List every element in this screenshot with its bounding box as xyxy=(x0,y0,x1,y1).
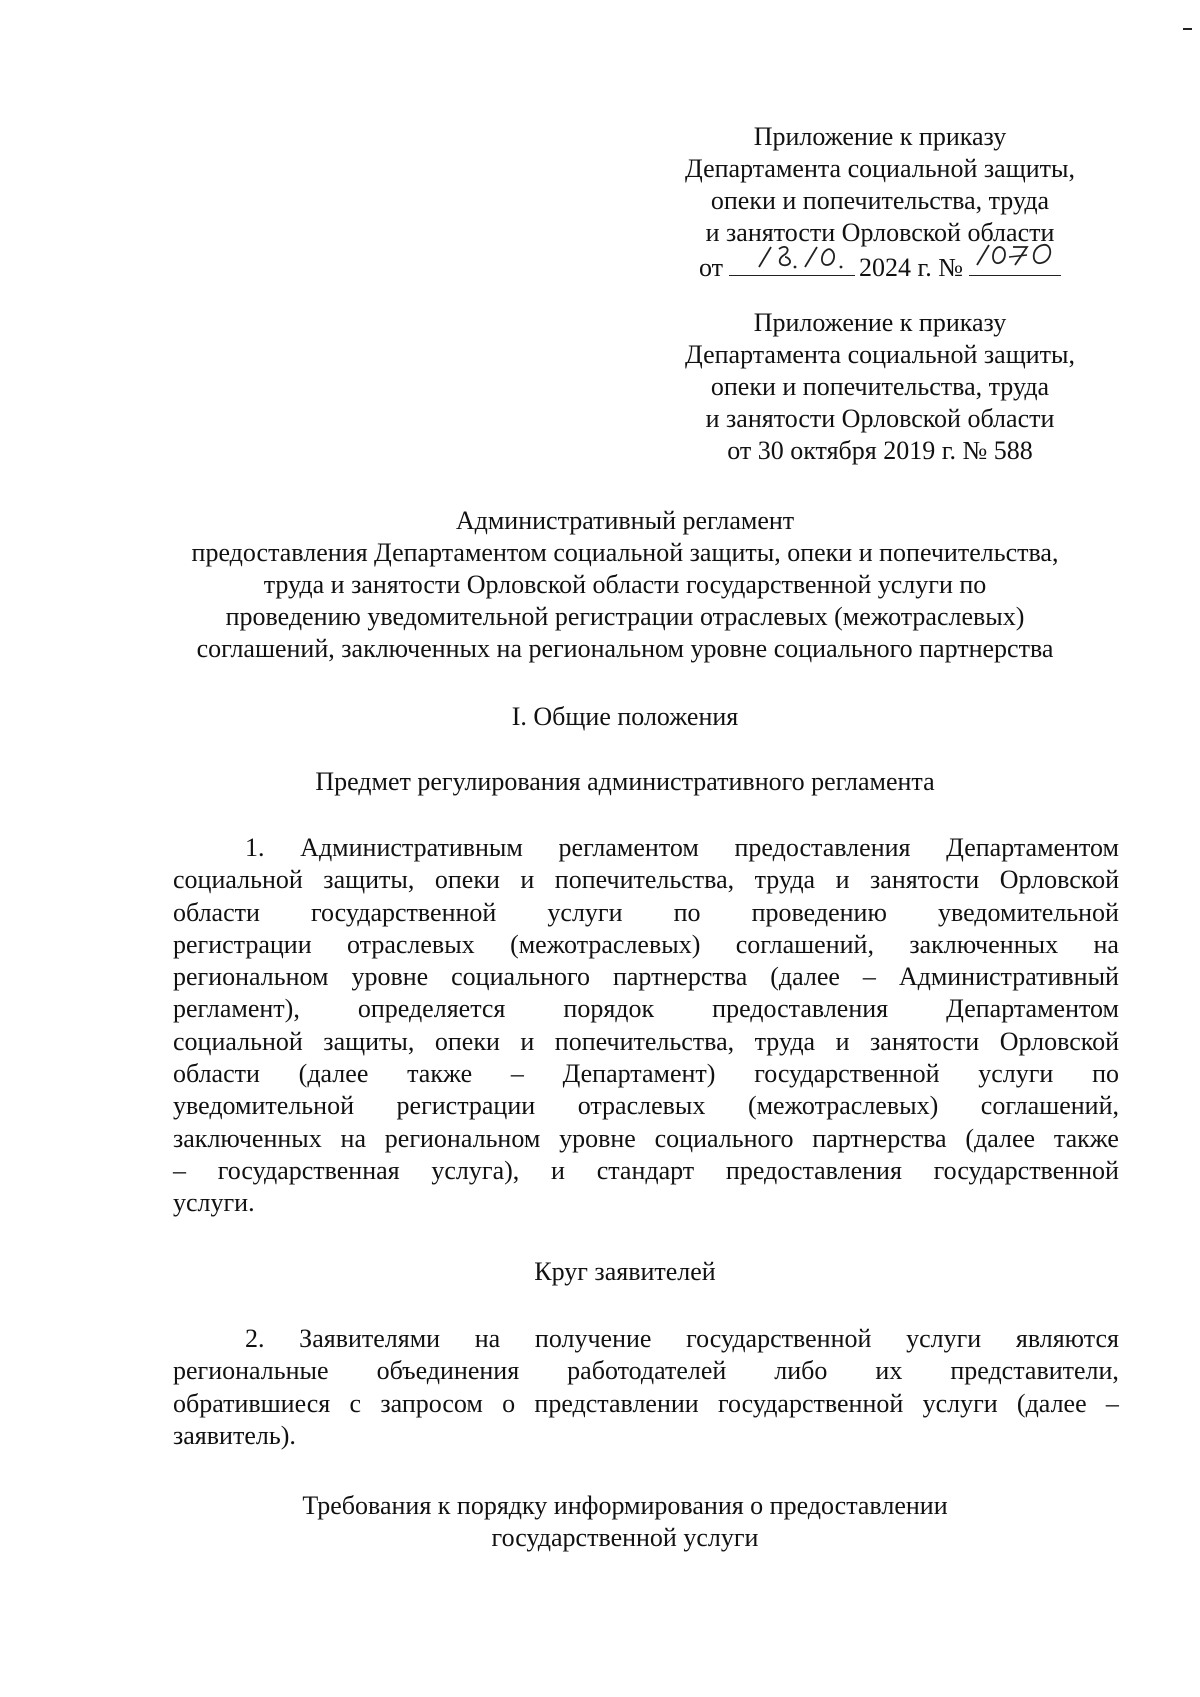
paragraph-line: регламент), определяется порядок предоставления Департаментом xyxy=(173,994,1119,1024)
title-line: соглашений, заключенных на региональном уровне социального партнерства xyxy=(196,634,1054,663)
paragraph-line: региональные объединения работодателей либо их представители, xyxy=(173,1356,1119,1386)
appendix-original-line: Приложение к приказу xyxy=(753,308,1007,337)
paragraph-line: региональном уровне социального партнерства (далее – Административный xyxy=(173,962,1119,992)
handwritten-order-number xyxy=(969,249,1061,276)
appendix-current-line: Приложение к приказу xyxy=(753,122,1007,151)
appendix-original-line: Департамента социальной защиты, xyxy=(685,340,1075,369)
paragraph-line: заключенных на региональном уровне социального партнерства (далее также xyxy=(173,1123,1119,1153)
paragraph-line: области государственной услуги по проведению уведомительной xyxy=(173,897,1119,927)
paragraph-1 xyxy=(173,832,1119,1220)
paragraph-line: социальной защиты, опеки и попечительства, труда и занятости Орловской xyxy=(173,1026,1119,1056)
paragraph-line: области (далее также – Департамент) государственной услуги по xyxy=(173,1059,1119,1089)
heading-line: государственной услуги xyxy=(491,1523,759,1552)
appendix-current-line: опеки и попечительства, труда xyxy=(710,186,1050,215)
corner-scan-mark xyxy=(1183,28,1192,30)
paragraph-line: – государственная услуга), и стандарт предоставления государственной xyxy=(173,1155,1119,1185)
section-heading: I. Общие положения xyxy=(511,702,739,731)
heading-line: Требования к порядку информирования о предоставлении xyxy=(302,1491,948,1520)
appendix-current-line: и занятости Орловской области xyxy=(705,218,1055,247)
paragraph-line: услуги. xyxy=(173,1188,255,1218)
date-year-text: 2024 г. № xyxy=(858,253,964,282)
paragraph-line: регистрации отраслевых (межотраслевых) соглашений, заключенных на xyxy=(173,929,1119,959)
paragraph-line: социальной защиты, опеки и попечительства, труда и занятости Орловской xyxy=(173,865,1119,895)
paragraph-line: обратившиеся с запросом о представлении государственной услуги (далее – xyxy=(173,1388,1119,1418)
handwritten-date xyxy=(729,249,855,276)
title-line: предоставления Департаментом социальной защиты, опеки и попечительства, xyxy=(191,538,1059,567)
date-prefix: от xyxy=(698,253,723,282)
paragraph-2 xyxy=(173,1323,1119,1452)
appendix-current-line: Департамента социальной защиты, xyxy=(685,154,1075,183)
appendix-original-line: от 30 октября 2019 г. № 588 xyxy=(727,436,1033,465)
appendix-original-line: и занятости Орловской области xyxy=(705,404,1055,433)
paragraph-line: уведомительной регистрации отраслевых (межотраслевых) соглашений, xyxy=(173,1091,1119,1121)
paragraph-line: 1. Административным регламентом предоставления Департаментом xyxy=(245,833,1119,862)
title-line: проведению уведомительной регистрации отраслевых (межотраслевых) xyxy=(225,602,1025,631)
paragraph-line: 2. Заявителями на получение государственной услуги являются xyxy=(245,1324,1119,1353)
paragraph-line: заявитель). xyxy=(173,1420,296,1450)
appendix-original-block xyxy=(640,307,1120,467)
title-line: труда и занятости Орловской области государственной услуги по xyxy=(263,570,987,599)
subsection-heading: Предмет регулирования административного регламента xyxy=(315,767,935,796)
document-title xyxy=(130,505,1120,665)
title-line: Административный регламент xyxy=(455,506,795,535)
appendix-current-date-line xyxy=(640,249,1120,284)
info-requirements-heading xyxy=(130,1490,1120,1554)
applicants-heading: Круг заявителей xyxy=(534,1257,716,1286)
appendix-original-line: опеки и попечительства, труда xyxy=(710,372,1050,401)
appendix-current-block xyxy=(640,121,1120,284)
